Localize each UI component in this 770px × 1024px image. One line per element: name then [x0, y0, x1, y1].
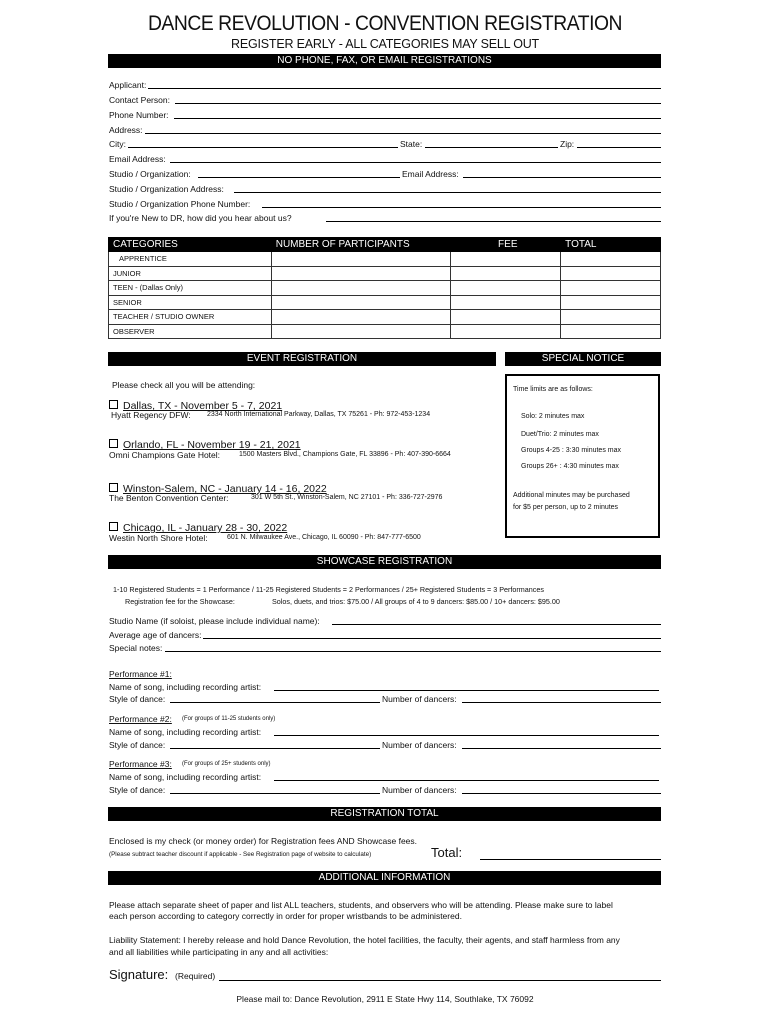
dancers-field[interactable]	[462, 702, 661, 703]
required-label: (Required)	[175, 971, 216, 981]
notice-groups-small: Groups 4-25 : 3:30 minutes max	[521, 447, 621, 454]
additional-info-header: ADDITIONAL INFORMATION	[108, 871, 661, 885]
studio-name-label: Studio Name (if soloist, please include individual name):	[109, 616, 320, 626]
new-to-dr-field[interactable]	[326, 221, 661, 222]
state-label: State:	[400, 139, 423, 149]
dancers-field[interactable]	[462, 793, 661, 794]
table-row	[109, 266, 661, 281]
total-cell[interactable]	[561, 295, 661, 310]
venue-address: 1500 Masters Blvd., Champions Gate, FL 33896 - Ph: 407-390-6664	[239, 451, 451, 458]
enclosed-text: Enclosed is my check (or money order) for Registration fees AND Showcase fees.	[109, 836, 418, 846]
showcase-rule: 1-10 Registered Students = 1 Performance / 11-25 Registered Students = 2 Performances / 25+ Registered Students = 3 Performances	[113, 585, 544, 594]
notice-additional-cost: for $5 per person, up to 2 minutes	[513, 504, 619, 511]
zip-label: Zip:	[560, 139, 575, 149]
zip-field[interactable]	[577, 147, 661, 148]
no-phone-banner: NO PHONE, FAX, OR EMAIL REGISTRATIONS	[108, 54, 661, 68]
categories-table	[108, 237, 661, 339]
studio-field[interactable]	[198, 177, 400, 178]
category-cell: OBSERVER	[109, 324, 272, 339]
participants-cell[interactable]	[271, 252, 451, 267]
song-field[interactable]	[274, 735, 659, 736]
attach-text-1: Please attach separate sheet of paper and list ALL teachers, students, and observers who will be attending. Please make sure to label	[109, 900, 613, 910]
style-field[interactable]	[170, 748, 380, 749]
fee-cell[interactable]	[451, 252, 561, 267]
performance-1-label: Performance #1:	[109, 669, 172, 679]
signature-field[interactable]	[219, 980, 661, 981]
venue-address: 601 N. Milwaukee Ave., Chicago, IL 60090 - Ph: 847-777-6500	[227, 534, 421, 541]
performance-2-note: (For groups of 11-25 students only)	[182, 716, 276, 722]
fee-cell[interactable]	[451, 324, 561, 339]
participants-cell[interactable]	[271, 295, 451, 310]
liability-text-2: and all liabilities while participating in any and all activities:	[109, 947, 329, 957]
state-field[interactable]	[425, 147, 558, 148]
studio-name-field[interactable]	[332, 624, 661, 625]
location-name: Chicago, IL - January 28 - 30, 2022	[123, 522, 288, 534]
table-row	[109, 324, 661, 339]
category-cell: TEEN - (Dallas Only)	[109, 281, 272, 296]
total-cell[interactable]	[561, 310, 661, 325]
fee-header: FEE	[451, 238, 561, 252]
studio-address-label: Studio / Organization Address:	[109, 184, 224, 194]
fee-cell[interactable]	[451, 310, 561, 325]
song-label: Name of song, including recording artist:	[109, 682, 262, 692]
contact-label: Contact Person:	[109, 95, 170, 105]
city-label: City:	[109, 139, 126, 149]
phone-field[interactable]	[174, 118, 661, 119]
fee-cell[interactable]	[451, 295, 561, 310]
checkbox-icon[interactable]	[109, 522, 118, 531]
song-field[interactable]	[274, 690, 659, 691]
dancers-field[interactable]	[462, 748, 661, 749]
total-cell[interactable]	[561, 281, 661, 296]
venue-label: The Benton Convention Center:	[109, 493, 229, 503]
showcase-fee-text: Solos, duets, and trios: $75.00 / All groups of 4 to 9 dancers: $85.00 / 10+ dancers: $95.00	[272, 597, 560, 606]
special-notice-box	[505, 374, 660, 538]
total-cell[interactable]	[561, 252, 661, 267]
total-cell[interactable]	[561, 324, 661, 339]
special-notes-label: Special notes:	[109, 643, 163, 653]
participants-cell[interactable]	[271, 310, 451, 325]
studio-phone-label: Studio / Organization Phone Number:	[109, 199, 251, 209]
event-registration-header: EVENT REGISTRATION	[108, 352, 496, 366]
song-field[interactable]	[274, 780, 659, 781]
category-cell: TEACHER / STUDIO OWNER	[109, 310, 272, 325]
categories-header: CATEGORIES	[109, 238, 272, 252]
fee-cell[interactable]	[451, 266, 561, 281]
dancers-label: Number of dancers:	[382, 740, 457, 750]
table-row	[109, 310, 661, 325]
table-row	[109, 295, 661, 310]
style-field[interactable]	[170, 702, 380, 703]
showcase-registration-header: SHOWCASE REGISTRATION	[108, 555, 661, 569]
category-cell: APPRENTICE	[109, 252, 272, 267]
participants-header: NUMBER OF PARTICIPANTS	[271, 238, 451, 252]
attach-text-2: each person according to category correctly in order for proper wristbands to be administered.	[109, 911, 462, 921]
contact-field[interactable]	[175, 103, 661, 104]
showcase-fee-label: Registration fee for the Showcase:	[125, 597, 235, 606]
registration-total-header: REGISTRATION TOTAL	[108, 807, 661, 821]
location-name: Winston-Salem, NC - January 14 - 16, 2022	[123, 483, 327, 495]
location-name: Dallas, TX - November 5 - 7, 2021	[123, 400, 283, 412]
city-field[interactable]	[128, 147, 398, 148]
category-cell: SENIOR	[109, 295, 272, 310]
studio-address-field[interactable]	[234, 192, 661, 193]
venue-address: 2334 North International Parkway, Dallas, TX 75261 - Ph: 972-453-1234	[207, 411, 431, 418]
address-field[interactable]	[145, 133, 661, 134]
categories-header-row	[109, 238, 661, 252]
notice-additional: Additional minutes may be purchased	[513, 492, 630, 499]
dancers-label: Number of dancers:	[382, 785, 457, 795]
style-label: Style of dance:	[109, 740, 166, 750]
performance-3-label: Performance #3:	[109, 759, 172, 769]
studio-email-field[interactable]	[463, 177, 661, 178]
total-field[interactable]	[480, 859, 661, 860]
performance-3-note: (For groups of 25+ students only)	[182, 761, 271, 767]
notice-intro: Time limits are as follows:	[513, 386, 593, 393]
participants-cell[interactable]	[271, 266, 451, 281]
notice-groups-large: Groups 26+ : 4:30 minutes max	[521, 463, 619, 470]
total-label: Total:	[431, 845, 463, 860]
event-instruction: Please check all you will be attending:	[112, 380, 256, 390]
dancers-label: Number of dancers:	[382, 694, 457, 704]
song-label: Name of song, including recording artist:	[109, 772, 262, 782]
style-field[interactable]	[170, 793, 380, 794]
venue-label: Omni Champions Gate Hotel:	[109, 450, 221, 460]
avg-age-label: Average age of dancers:	[109, 630, 202, 640]
venue-address: 301 W 5th St., Winston-Salem, NC 27101 - Ph: 336-727-2976	[251, 494, 443, 501]
applicant-field[interactable]	[148, 88, 661, 89]
notice-solo: Solo: 2 minutes max	[521, 413, 585, 420]
studio-label: Studio / Organization:	[109, 169, 191, 179]
style-label: Style of dance:	[109, 785, 166, 795]
style-label: Style of dance:	[109, 694, 166, 704]
participants-cell[interactable]	[271, 324, 451, 339]
participants-cell[interactable]	[271, 281, 451, 296]
liability-text-1: Liability Statement: I hereby release and hold Dance Revolution, the hotel facilities, the faculty, their agents, and staff harmless from any	[109, 935, 620, 945]
studio-phone-field[interactable]	[262, 207, 661, 208]
total-cell[interactable]	[561, 266, 661, 281]
special-notes-field[interactable]	[165, 651, 661, 652]
notice-duet: Duet/Trio: 2 minutes max	[521, 431, 599, 438]
special-notice-header: SPECIAL NOTICE	[505, 352, 661, 366]
total-header: TOTAL	[561, 238, 661, 252]
table-row	[109, 281, 661, 296]
signature-label: Signature:	[109, 967, 169, 982]
table-row	[109, 252, 661, 267]
applicant-label: Applicant:	[109, 80, 147, 90]
fee-cell[interactable]	[451, 281, 561, 296]
checkbox-icon[interactable]	[109, 483, 118, 492]
location-name: Orlando, FL - November 19 - 21, 2021	[123, 439, 301, 451]
category-cell: JUNIOR	[109, 266, 272, 281]
checkbox-icon[interactable]	[109, 400, 118, 409]
email-label: Email Address:	[109, 154, 166, 164]
checkbox-icon[interactable]	[109, 439, 118, 448]
discount-note: (Please subtract teacher discount if applicable - See Registration page of website to calculate)	[109, 851, 372, 858]
mail-address: Please mail to: Dance Revolution, 2911 E State Hwy 114, Southlake, TX 76092	[236, 994, 534, 1004]
address-label: Address:	[109, 125, 143, 135]
form-title: DANCE REVOLUTION - CONVENTION REGISTRATION	[147, 12, 623, 35]
new-to-dr-label: If you're New to DR, how did you hear about us?	[109, 213, 292, 223]
phone-label: Phone Number:	[109, 110, 169, 120]
performance-2-label: Performance #2:	[109, 714, 172, 724]
avg-age-field[interactable]	[203, 638, 661, 639]
venue-label: Hyatt Regency DFW:	[111, 410, 191, 420]
email-field[interactable]	[170, 162, 661, 163]
song-label: Name of song, including recording artist:	[109, 727, 262, 737]
form-subtitle: REGISTER EARLY - ALL CATEGORIES MAY SELL OUT	[231, 37, 539, 51]
venue-label: Westin North Shore Hotel:	[109, 533, 208, 543]
studio-email-label: Email Address:	[402, 169, 459, 179]
